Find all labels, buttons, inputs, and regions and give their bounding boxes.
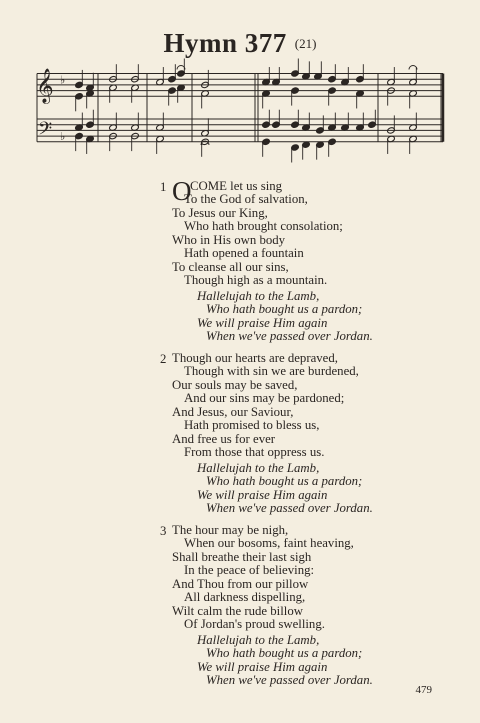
page-number: 479: [415, 684, 432, 696]
verse-line: Though with sin we are burdened,: [184, 364, 359, 379]
treble-clef: 𝄞: [36, 68, 54, 104]
refrain-line: When we've passed over Jordan.: [206, 500, 373, 515]
verse-line: Of Jordan's proud swelling.: [184, 617, 325, 632]
verse-line: COME let us sing: [190, 179, 283, 193]
refrain-line: Hallelujah to the Lamb,: [197, 288, 320, 303]
refrain-line: We will praise Him again: [197, 659, 328, 674]
verse-line: Hath promised to bless us,: [184, 418, 320, 433]
flat-symbol: ♭: [60, 130, 66, 143]
hymn-title-text: Hymn 377: [163, 28, 287, 58]
verse-line: To Jesus our King,: [172, 205, 268, 220]
verse-number: 1: [160, 180, 167, 194]
verse-line: Though high as a mountain.: [184, 273, 328, 288]
verse-number: 2: [160, 352, 167, 366]
verse-line: When our bosoms, faint heaving,: [184, 536, 354, 551]
bass-clef: 𝄢: [38, 119, 53, 144]
refrain-line: Who hath bought us a pardon;: [206, 474, 363, 489]
verse-line: To cleanse all our sins,: [172, 259, 289, 274]
verse-line: From those that oppress us.: [184, 445, 325, 460]
verse-line: The hour may be nigh,: [172, 523, 289, 537]
refrain-line: Hallelujah to the Lamb,: [197, 632, 320, 647]
verse-line: Hath opened a fountain: [184, 246, 304, 261]
refrain-line: Who hath bought us a pardon;: [206, 646, 363, 661]
refrain-line: Hallelujah to the Lamb,: [197, 460, 320, 475]
refrain-line: We will praise Him again: [197, 487, 328, 502]
verse-line: And Jesus, our Saviour,: [172, 404, 294, 419]
verse-line: In the peace of believing:: [184, 563, 315, 578]
flat-symbol: ♭: [60, 73, 66, 87]
verse-line: Our souls may be saved,: [172, 377, 298, 392]
refrain-line: We will praise Him again: [197, 315, 328, 330]
verse-line: And free us for ever: [172, 431, 276, 446]
drop-cap: O: [172, 176, 192, 206]
verse-line: Who in His own body: [172, 232, 286, 247]
verse-line: Who hath brought consolation;: [184, 219, 343, 234]
refrain-line: Who hath bought us a pardon;: [206, 302, 363, 317]
verse-line: And our sins may be pardoned;: [184, 391, 345, 406]
refrain-line: When we've passed over Jordan.: [206, 672, 373, 687]
fermata: [409, 66, 417, 70]
verse-line: Though our hearts are depraved,: [172, 351, 338, 365]
fermata: [177, 66, 185, 70]
verse-line: Wilt calm the rude billow: [172, 603, 303, 618]
music-score: [0, 0, 480, 175]
hymn-tune-number: (21): [294, 36, 317, 51]
verse-line: All darkness dispelling,: [184, 590, 306, 605]
verse-line: Shall breathe their last sigh: [172, 549, 312, 564]
verse-line: And Thou from our pillow: [172, 576, 309, 591]
verse-number: 3: [160, 524, 167, 538]
refrain-line: When we've passed over Jordan.: [206, 328, 373, 343]
verse-line: To the God of salvation,: [184, 192, 308, 207]
